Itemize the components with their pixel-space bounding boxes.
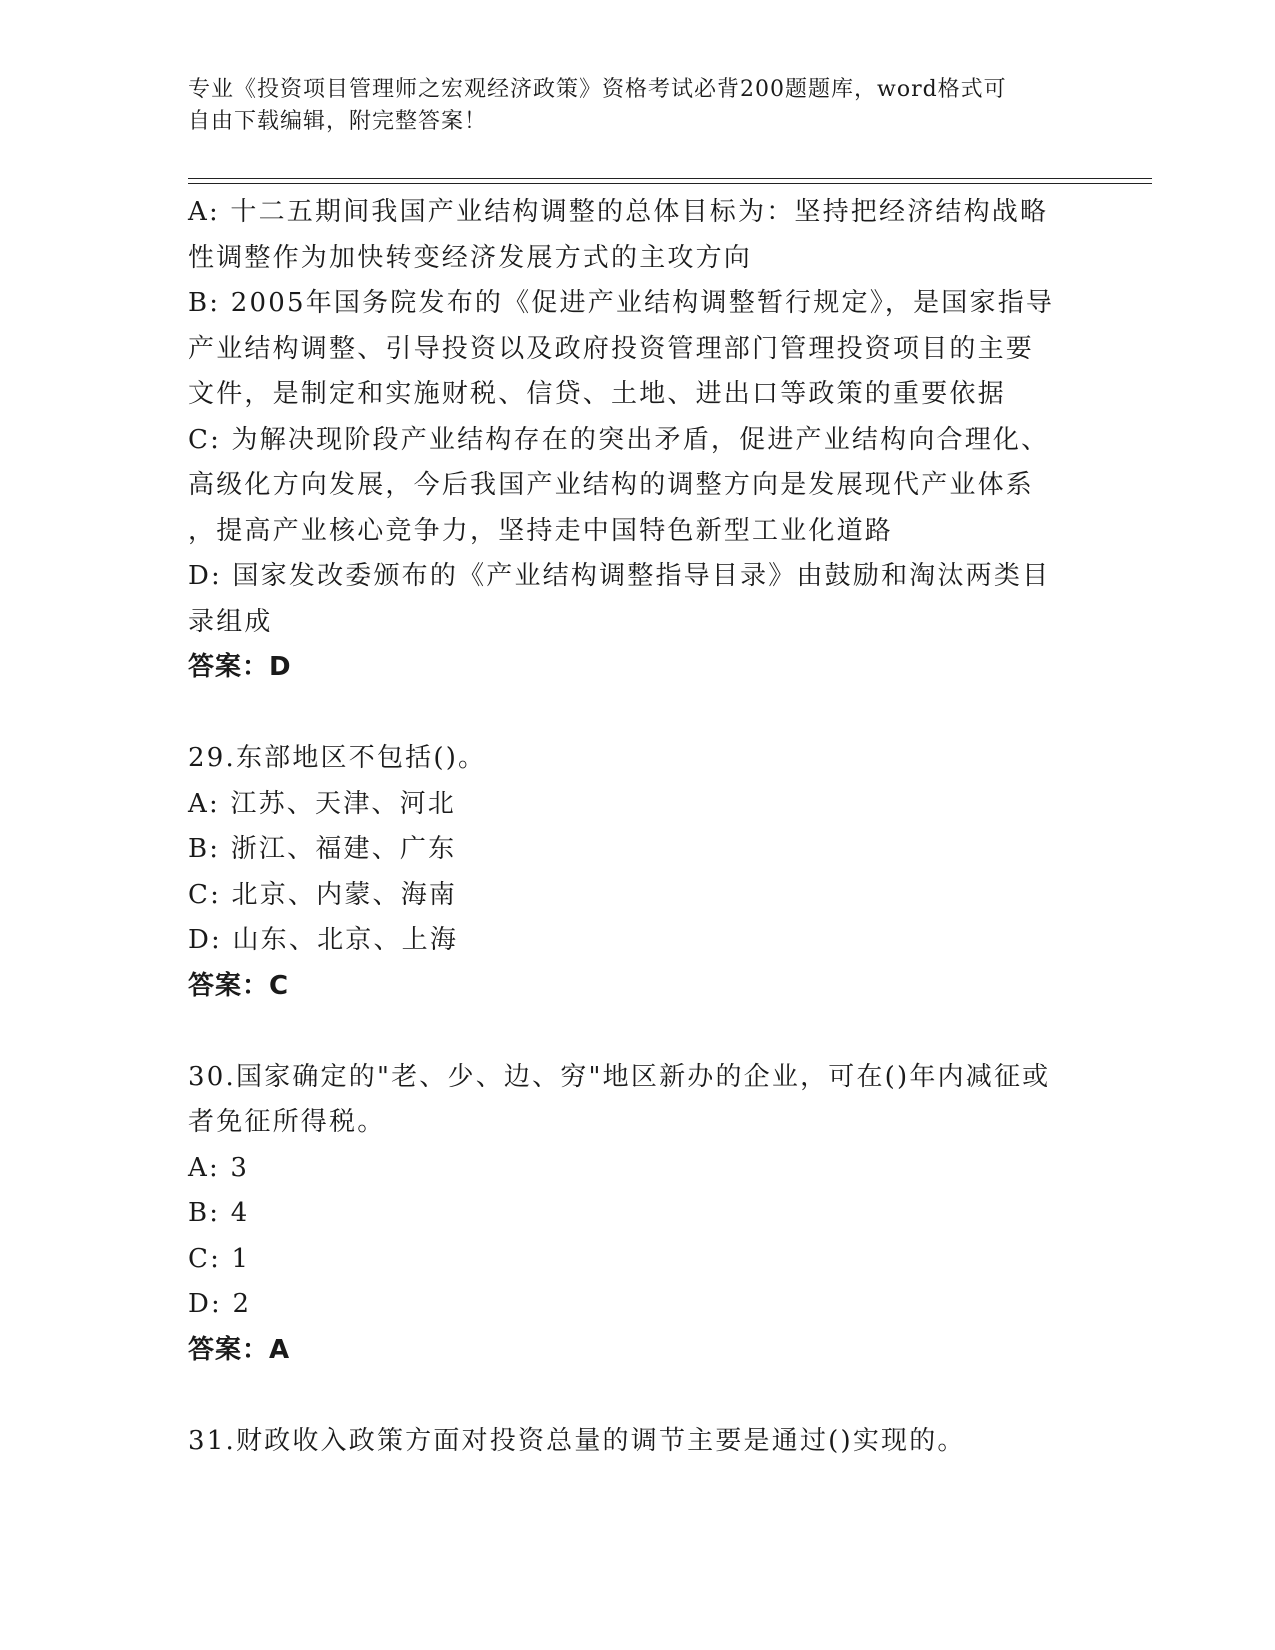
option-line: 文件，是制定和实施财税、信贷、土地、进出口等政策的重要依据 xyxy=(188,379,1006,409)
option-line: D: 国家发改委颁布的《产业结构调整指导目录》由鼓励和淘汰两类目 xyxy=(188,561,1051,591)
answer-label: 答案：A xyxy=(188,1334,291,1365)
question-text-continued: 者免征所得税。 xyxy=(188,1107,386,1137)
spacer xyxy=(188,1373,1078,1419)
document-header xyxy=(188,74,1068,138)
question-text: 30.国家确定的"老、少、边、穷"地区新办的企业，可在()年内减征或 xyxy=(188,1061,1051,1092)
option-b: B: 浙江、福建、广东 xyxy=(188,834,457,864)
spacer xyxy=(188,1009,1078,1055)
option-c: C: 1 xyxy=(188,1243,251,1274)
option-d: D: 2 xyxy=(188,1289,252,1319)
answer-label: 答案：D xyxy=(188,652,292,682)
option-line: C: 为解决现阶段产业结构存在的突出矛盾，促进产业结构向合理化、 xyxy=(188,424,1050,455)
answer-label: 答案：C xyxy=(188,970,290,1001)
header-line-2: 自由下载编辑，附完整答案！ xyxy=(188,109,488,134)
option-line: A: 十二五期间我国产业结构调整的总体目标为：坚持把经济结构战略 xyxy=(188,197,1049,227)
question-text: 29.东部地区不包括()。 xyxy=(188,743,487,773)
question-text: 31.财政收入政策方面对投资总量的调节主要是通过()实现的。 xyxy=(188,1425,966,1456)
option-line: B: 2005年国务院发布的《促进产业结构调整暂行规定》，是国家指导 xyxy=(188,288,1055,318)
option-d: D: 山东、北京、上海 xyxy=(188,925,459,955)
option-line: 录组成 xyxy=(188,606,273,637)
option-a: A: 江苏、天津、河北 xyxy=(188,788,457,819)
header-divider-bottom xyxy=(188,183,1152,184)
header-divider-top xyxy=(188,178,1152,179)
header-line-1: 专业《投资项目管理师之宏观经济政策》资格考试必背200题题库，word格式可 xyxy=(188,77,1007,102)
spacer xyxy=(188,691,1078,737)
option-b: B: 4 xyxy=(188,1198,250,1228)
question-30 xyxy=(188,1055,1078,1374)
question-28 xyxy=(188,190,1078,691)
option-c: C: 北京、内蒙、海南 xyxy=(188,879,458,910)
question-29 xyxy=(188,736,1078,1009)
option-a: A: 3 xyxy=(188,1152,250,1183)
option-line: 高级化方向发展，今后我国产业结构的调整方向是发展现代产业体系 xyxy=(188,470,1035,500)
option-line: 产业结构调整、引导投资以及政府投资管理部门管理投资项目的主要 xyxy=(188,333,1035,364)
question-31 xyxy=(188,1419,1078,1465)
question-list xyxy=(188,190,1078,1464)
option-line: ，提高产业核心竞争力，坚持走中国特色新型工业化道路 xyxy=(188,515,894,546)
option-line: 性调整作为加快转变经济发展方式的主攻方向 xyxy=(188,242,753,273)
